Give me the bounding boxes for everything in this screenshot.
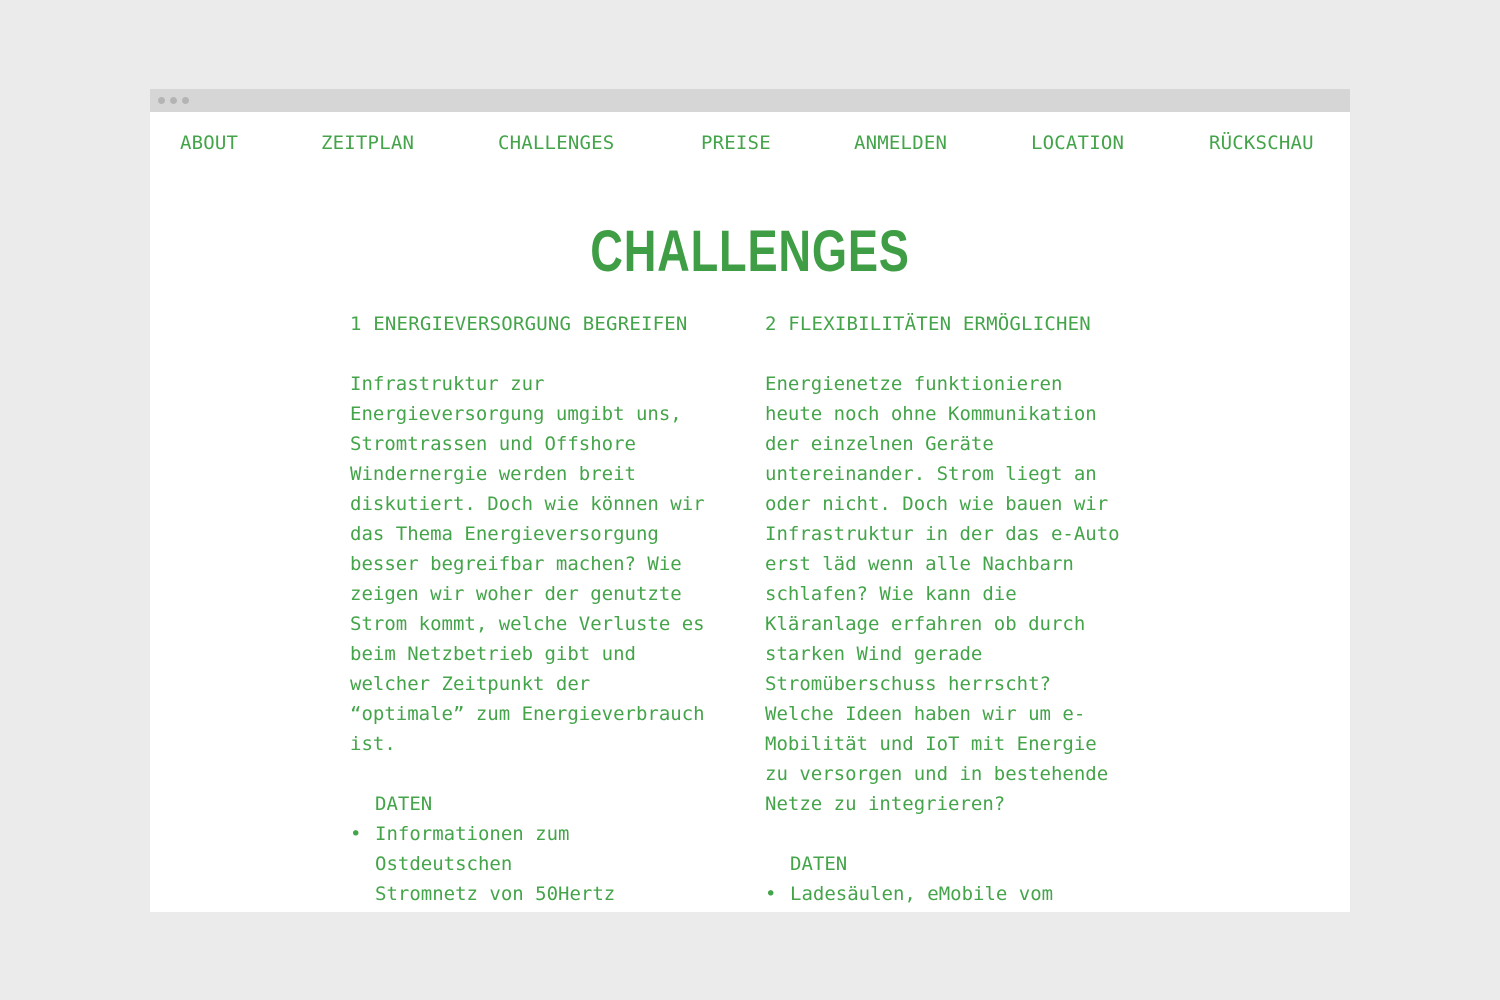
description-line: das Thema Energieversorgung (350, 523, 659, 545)
browser-titlebar (150, 89, 1350, 112)
description-line: zeigen wir woher der genutzte (350, 583, 682, 605)
description-line: Infrastruktur in der das e-Auto (765, 523, 1120, 545)
challenge-1-title: 1 ENERGIEVERSORGUNG BEGREIFEN (350, 313, 688, 335)
description-line: beim Netzbetrieb gibt und (350, 643, 636, 665)
list-item-line: Ladesäulen, eMobile vom (790, 883, 1054, 905)
description-line: Energienetze funktionieren (765, 373, 1063, 395)
nav-link-anmelden[interactable]: ANMELDEN (854, 132, 948, 154)
description-line: Stromüberschuss herrscht? (765, 673, 1051, 695)
bullet-icon: • (765, 883, 777, 905)
description-line: Kläranlage erfahren ob durch (765, 613, 1086, 635)
description-line: Windernergie werden breit (350, 463, 636, 485)
description-line: zu versorgen und in bestehende (765, 763, 1109, 785)
description-line: Netze zu integrieren? (765, 793, 1006, 815)
challenge-2-description (765, 369, 1160, 819)
window-dot-icon[interactable] (182, 97, 189, 104)
description-line: Strom kommt, welche Verluste es (350, 613, 705, 635)
description-line: diskutiert. Doch wie können wir (350, 493, 705, 515)
list-item (350, 819, 745, 909)
window-dot-icon[interactable] (158, 97, 165, 104)
main-navigation (150, 131, 1350, 155)
list-item (765, 879, 1160, 909)
bullet-icon: • (350, 823, 362, 845)
description-line: ist. (350, 733, 396, 755)
description-line: schlafen? Wie kann die (765, 583, 1017, 605)
list-item-line: Ostdeutschen (375, 853, 513, 875)
challenge-1-data-heading: DATEN (375, 793, 433, 815)
challenge-2-title: 2 FLEXIBILITÄTEN ERMÖGLICHEN (765, 313, 1091, 335)
list-item-line: Stromnetz von 50Hertz (375, 883, 616, 905)
nav-link-preise[interactable]: PREISE (701, 132, 771, 154)
nav-link-zeitplan[interactable]: ZEITPLAN (321, 132, 415, 154)
description-line: Stromtrassen und Offshore (350, 433, 636, 455)
challenge-2-data-heading: DATEN (790, 853, 848, 875)
description-line: “optimale” zum Energieverbrauch (350, 703, 705, 725)
description-line: oder nicht. Doch wie bauen wir (765, 493, 1109, 515)
description-line: Welche Ideen haben wir um e- (765, 703, 1086, 725)
description-line: erst läd wenn alle Nachbarn (765, 553, 1074, 575)
nav-link-challenges[interactable]: CHALLENGES (498, 132, 615, 154)
nav-link-about[interactable]: ABOUT (180, 132, 239, 154)
description-line: der einzelnen Geräte (765, 433, 994, 455)
description-line: Mobilität und IoT mit Energie (765, 733, 1097, 755)
challenge-1 (350, 309, 745, 909)
description-line: Infrastruktur zur (350, 373, 545, 395)
description-line: welcher Zeitpunkt der (350, 673, 591, 695)
description-line: besser begreifbar machen? Wie (350, 553, 682, 575)
nav-link-location[interactable]: LOCATION (1031, 132, 1125, 154)
challenge-2 (765, 309, 1160, 909)
list-item-line: Informationen zum (375, 823, 570, 845)
browser-window (150, 89, 1350, 912)
challenge-1-data-list (350, 819, 745, 909)
description-line: starken Wind gerade (765, 643, 983, 665)
challenge-1-description (350, 369, 745, 759)
challenge-2-data-list (765, 879, 1160, 909)
window-dot-icon[interactable] (170, 97, 177, 104)
description-line: heute noch ohne Kommunikation (765, 403, 1097, 425)
nav-link-rueckschau[interactable]: RÜCKSCHAU (1209, 132, 1314, 154)
page-title: CHALLENGES (590, 219, 910, 284)
description-line: Energieversorgung umgibt uns, (350, 403, 682, 425)
description-line: untereinander. Strom liegt an (765, 463, 1097, 485)
